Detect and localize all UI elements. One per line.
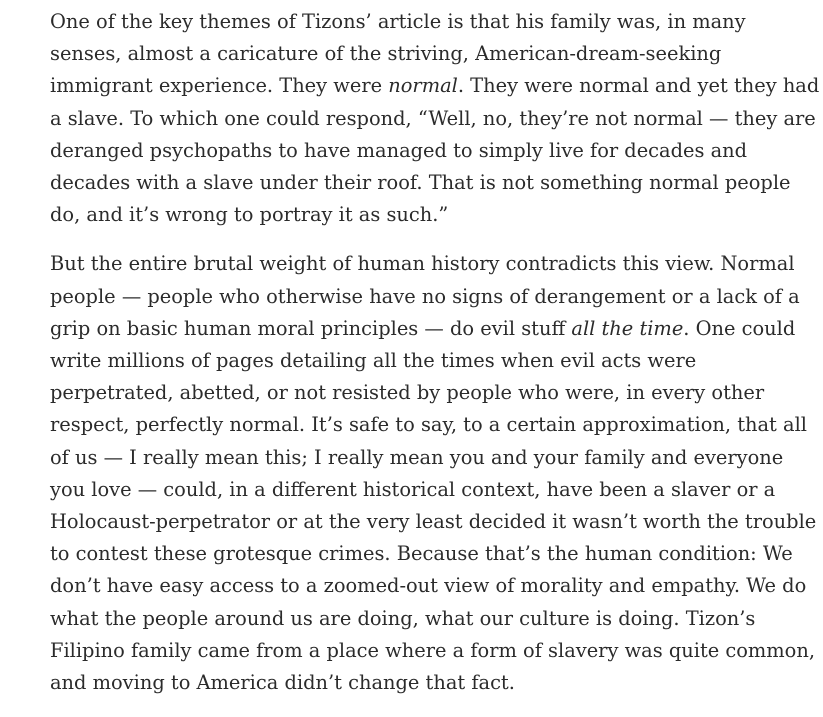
emphasis-normal: normal	[388, 74, 458, 98]
emphasis-all-the-time: all the time	[571, 316, 684, 340]
paragraph-1	[50, 6, 820, 231]
paragraph-2-text: But the entire brutal weight of human history contradicts this view. Normal people — people who otherwise have no signs of derangement or a lack of a grip on basic human moral principles — do evil stuff	[50, 252, 800, 340]
paragraph-1-text-cont: . They were normal and yet they had a slave. To which one could respond, “Well, no, they’re not normal — they are deranged psychopaths to have managed to simply live for decades and decades with a slave under their roof. That is not something normal people do, and it’s wrong to portray it as such.”	[50, 74, 820, 227]
paragraph-2-text-cont: . One could write millions of pages detailing all the times when evil acts were perpetrated, abetted, or not resisted by people who were, in every other respect, perfectly normal. It’s safe to say, to a certain approximation, that all of us — I really mean this; I really mean you and your family and everyone you love — could, in a different historical context, have been a slaver or a Holocaust-perpetrator or at the very least decided it wasn’t worth the trouble to contest these grotesque crimes. Because that’s the human condition: We don’t have easy access to a zoomed-out view of morality and empathy. We do what the people around us are doing, what our culture is doing. Tizon’s Filipino family came from a place where a form of slavery was quite common, and moving to America didn’t change that fact.	[50, 316, 817, 695]
article-body	[50, 6, 820, 716]
paragraph-2	[50, 248, 820, 699]
paragraph-1-text: One of the key themes of Tizons’ article is that his family was, in many senses, almost a caricature of the striving, American-dream-seeking immigrant experience. They were	[50, 10, 746, 98]
